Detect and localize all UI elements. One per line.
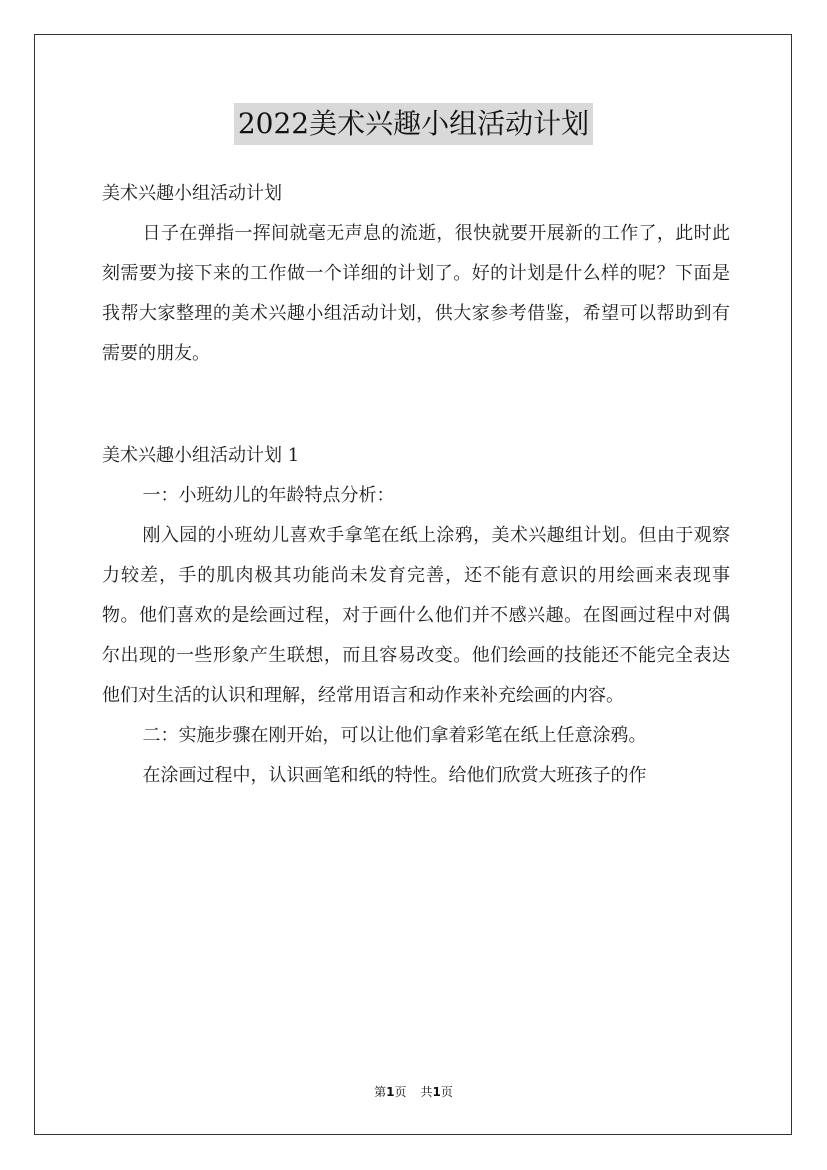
title-area	[0, 103, 827, 145]
document-title: 2022美术兴趣小组活动计划	[234, 103, 593, 145]
total-prefix: 共	[420, 1085, 433, 1099]
total-page-number: 1	[432, 1085, 441, 1099]
total-suffix: 页	[440, 1085, 453, 1099]
section-spacer	[102, 374, 730, 436]
intro-paragraph: 日子在弹指一挥间就毫无声息的流逝，很快就要开展新的工作了，此时此刻需要为接下来的工作做一个详细的计划了。好的计划是什么样的呢？下面是我帮大家整理的美术兴趣小组活动计划，供大家参考借鉴，希望可以帮助到有需要的朋友。	[102, 223, 730, 364]
current-page-number: 1	[386, 1085, 395, 1099]
body-paragraph-1: 刚入园的小班幼儿喜欢手拿笔在纸上涂鸦，美术兴趣组计划。但由于观察力较差，手的肌肉极其功能尚未发育完善，还不能有意识的用绘画来表现事物。他们喜欢的是绘画过程，对于画什么他们并不感兴趣。在图画过程中对偶尔出现的一些形象产生联想，而且容易改变。他们绘画的技能还不能完全表达他们对生活的认识和理解，经常用语言和动作来补充绘画的内容。	[102, 525, 730, 706]
page-suffix: 页	[394, 1085, 407, 1099]
body-paragraph-2: 在涂画过程中，认识画笔和纸的特性。给他们欣赏大班孩子的作	[142, 765, 647, 786]
point-heading-2: 二：实施步骤在刚开始，可以让他们拿着彩笔在纸上任意涂鸦。	[142, 725, 647, 746]
document-subtitle: 美术兴趣小组活动计划	[102, 183, 282, 204]
page-footer	[0, 1083, 827, 1101]
page-prefix: 第	[374, 1085, 387, 1099]
point-heading-1: 一：小班幼儿的年龄特点分析：	[142, 485, 395, 506]
section-heading: 美术兴趣小组活动计划 1	[102, 445, 300, 466]
document-body	[102, 174, 730, 796]
